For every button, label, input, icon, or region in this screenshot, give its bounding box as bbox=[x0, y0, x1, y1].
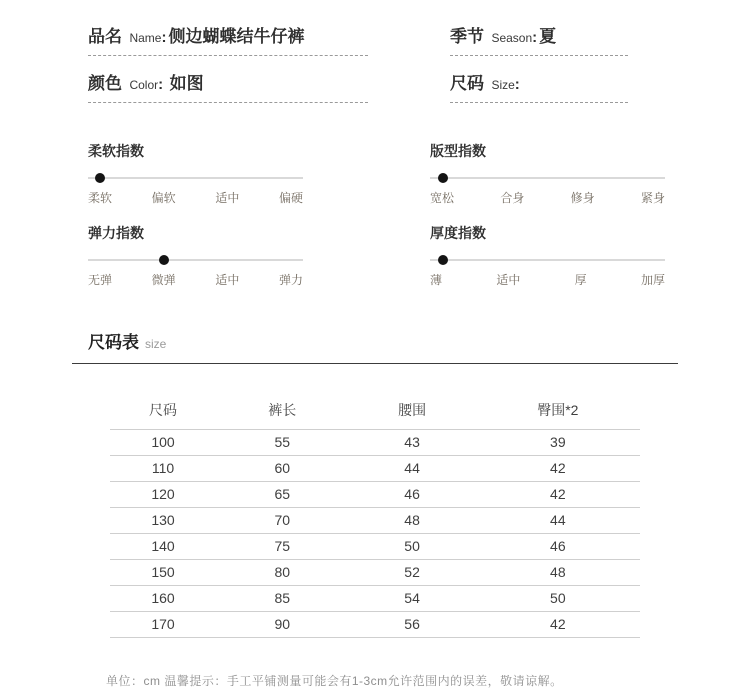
table-cell: 170 bbox=[151, 616, 175, 632]
table-row bbox=[110, 456, 640, 482]
table-cell: 60 bbox=[274, 460, 291, 476]
info-value: 如图 bbox=[169, 74, 204, 93]
slider-track bbox=[430, 259, 665, 261]
slider-label: 紧身 bbox=[640, 191, 665, 205]
table-cell: 56 bbox=[404, 616, 420, 632]
table-cell: 46 bbox=[404, 486, 420, 502]
info-sublabel: Name bbox=[129, 31, 162, 45]
slider-label: 适中 bbox=[215, 191, 240, 205]
table-row bbox=[110, 612, 640, 638]
slider-label: 加厚 bbox=[640, 273, 665, 287]
softness-index bbox=[88, 141, 303, 206]
product-spec-page bbox=[0, 22, 750, 698]
table-cell: 50 bbox=[404, 538, 420, 554]
table-cell: 48 bbox=[404, 512, 420, 528]
column-header: 裤长 bbox=[268, 402, 297, 418]
info-field-season bbox=[450, 22, 628, 56]
table-cell: 50 bbox=[550, 590, 566, 606]
table-cell: 160 bbox=[151, 590, 175, 606]
info-sublabel: Color bbox=[129, 78, 159, 92]
info-label: 品名 bbox=[88, 27, 122, 46]
slider-label: 微弹 bbox=[151, 273, 176, 287]
slider-label: 偏硬 bbox=[278, 191, 303, 205]
column-header: 尺码 bbox=[149, 402, 177, 418]
table-cell: 54 bbox=[404, 590, 420, 606]
slider-track bbox=[430, 177, 665, 179]
table-cell: 42 bbox=[550, 460, 566, 476]
thickness-index bbox=[430, 223, 665, 288]
column-header: 腰围 bbox=[398, 402, 427, 418]
slider-labels bbox=[430, 189, 665, 206]
column-header: 臀围*2 bbox=[537, 402, 579, 418]
slider-dot bbox=[438, 255, 448, 265]
table-cell: 44 bbox=[404, 460, 420, 476]
table-cell: 85 bbox=[274, 590, 291, 606]
table-cell: 75 bbox=[274, 538, 291, 554]
table-cell: 150 bbox=[151, 564, 175, 580]
table-cell: 65 bbox=[274, 486, 291, 502]
info-value: 夏 bbox=[539, 27, 557, 46]
slider-label: 薄 bbox=[430, 273, 443, 287]
softness-slider bbox=[88, 172, 303, 184]
table-cell: 100 bbox=[151, 434, 175, 450]
table-cell: 90 bbox=[274, 616, 291, 632]
section-divider bbox=[72, 363, 678, 364]
table-row bbox=[110, 560, 640, 586]
slider-track bbox=[88, 177, 303, 179]
index-title: 弹力指数 bbox=[88, 225, 144, 241]
slider-labels bbox=[88, 271, 303, 288]
info-sublabel: Size bbox=[491, 78, 515, 92]
slider-labels bbox=[430, 271, 665, 288]
slider-label: 适中 bbox=[215, 273, 240, 287]
info-value: 侧边蝴蝶结牛仔裤 bbox=[168, 27, 305, 46]
size-chart-subtitle: size bbox=[145, 337, 167, 351]
product-info-section bbox=[88, 22, 750, 103]
info-field-name bbox=[88, 22, 368, 56]
slider-label: 偏软 bbox=[151, 191, 176, 205]
table-cell: 55 bbox=[274, 434, 291, 450]
index-section bbox=[88, 141, 750, 288]
table-cell: 46 bbox=[550, 538, 566, 554]
index-title: 柔软指数 bbox=[88, 143, 144, 159]
table-cell: 42 bbox=[550, 486, 566, 502]
table-cell: 110 bbox=[151, 460, 175, 476]
fit-index bbox=[430, 141, 665, 206]
table-row bbox=[110, 430, 640, 456]
slider-label: 弹力 bbox=[278, 273, 303, 287]
slider-label: 合身 bbox=[500, 191, 525, 205]
table-cell: 43 bbox=[404, 434, 420, 450]
slider-dot bbox=[95, 173, 105, 183]
table-cell: 42 bbox=[550, 616, 566, 632]
measurement-note: 单位：cm 温馨提示：手工平铺测量可能会有1-3cm允许范围内的误差，敬请谅解。 bbox=[106, 674, 563, 688]
slider-label: 无弹 bbox=[88, 273, 113, 287]
table-cell: 48 bbox=[550, 564, 566, 580]
table-row bbox=[110, 482, 640, 508]
slider-label: 宽松 bbox=[430, 191, 455, 205]
info-colon: : bbox=[161, 29, 167, 46]
slider-label: 适中 bbox=[496, 273, 521, 287]
info-sublabel: Season bbox=[491, 31, 533, 45]
table-row bbox=[110, 508, 640, 534]
size-table bbox=[110, 394, 640, 638]
table-cell: 120 bbox=[151, 486, 175, 502]
index-title: 厚度指数 bbox=[430, 225, 486, 241]
slider-dot bbox=[159, 255, 169, 265]
index-title: 版型指数 bbox=[430, 143, 486, 159]
slider-track bbox=[88, 259, 303, 261]
slider-labels bbox=[88, 189, 303, 206]
table-cell: 140 bbox=[151, 538, 175, 554]
slider-dot bbox=[438, 173, 448, 183]
size-chart-title: 尺码表 bbox=[88, 333, 139, 352]
table-cell: 70 bbox=[274, 512, 291, 528]
table-cell: 130 bbox=[151, 512, 175, 528]
info-label: 尺码 bbox=[450, 74, 484, 93]
slider-label: 修身 bbox=[570, 191, 595, 205]
table-row bbox=[110, 586, 640, 612]
fit-slider bbox=[430, 172, 665, 184]
table-row bbox=[110, 534, 640, 560]
size-chart-heading bbox=[88, 328, 750, 353]
info-colon: : bbox=[532, 29, 538, 46]
table-cell: 44 bbox=[550, 512, 566, 528]
info-label: 颜色 bbox=[88, 74, 122, 93]
table-cell: 80 bbox=[274, 564, 291, 580]
info-field-size bbox=[450, 69, 628, 103]
info-label: 季节 bbox=[450, 27, 484, 46]
thickness-slider bbox=[430, 254, 665, 266]
table-cell: 52 bbox=[404, 564, 420, 580]
slider-label: 柔软 bbox=[88, 191, 113, 205]
info-colon: : bbox=[514, 76, 520, 93]
slider-label: 厚 bbox=[574, 273, 587, 287]
elasticity-slider bbox=[88, 254, 303, 266]
info-colon: : bbox=[158, 76, 164, 93]
info-field-color bbox=[88, 69, 368, 103]
table-header-row bbox=[110, 394, 640, 430]
table-cell: 39 bbox=[550, 434, 566, 450]
elasticity-index bbox=[88, 223, 303, 288]
